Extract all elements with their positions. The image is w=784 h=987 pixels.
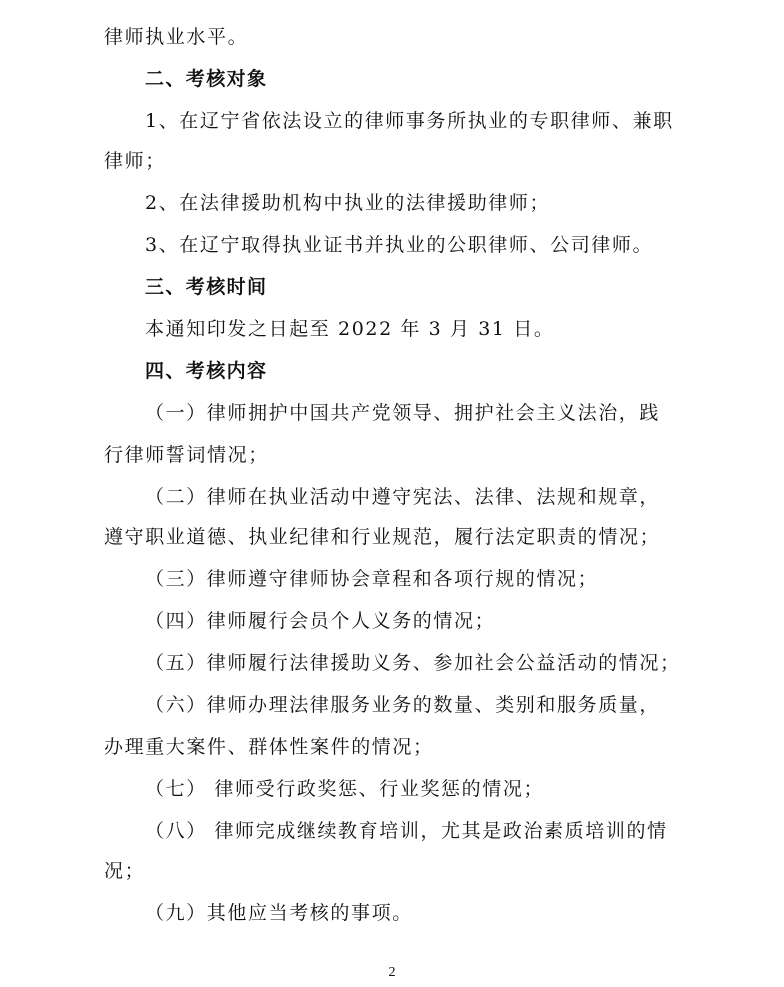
paragraph-line: 律师执业水平。 (104, 26, 249, 48)
section-heading-time: 三、考核时间 (145, 276, 268, 298)
paragraph-line: 律师； (104, 150, 166, 172)
paragraph-line: （一）律师拥护中国共产党领导、拥护社会主义法治，践 (145, 402, 661, 424)
section-heading-targets: 二、考核对象 (145, 68, 268, 90)
paragraph-line: （七） 律师受行政奖惩、行业奖惩的情况； (145, 778, 545, 800)
paragraph-line: 办理重大案件、群体性案件的情况； (104, 736, 434, 758)
paragraph-line: 1、在辽宁省依法设立的律师事务所执业的专职律师、兼职 (145, 110, 674, 132)
paragraph-line: 2、在法律援助机构中执业的法律援助律师； (145, 192, 551, 214)
paragraph-line: （三）律师遵守律师协会章程和各项行规的情况； (145, 568, 599, 590)
page-number: 2 (388, 965, 396, 980)
paragraph-line: 行律师誓词情况； (104, 444, 269, 466)
section-heading-content: 四、考核内容 (145, 360, 268, 382)
paragraph-line: （五）律师履行法律援助义务、参加社会公益活动的情况； (145, 652, 681, 674)
paragraph-line: （八） 律师完成继续教育培训，尤其是政治素质培训的情 (145, 820, 668, 842)
paragraph-line: （二）律师在执业活动中遵守宪法、法律、法规和规章， (145, 486, 661, 508)
paragraph-line: （六）律师办理法律服务业务的数量、类别和服务质量， (145, 694, 661, 716)
paragraph-line: 3、在辽宁取得执业证书并执业的公职律师、公司律师。 (145, 234, 654, 256)
paragraph-line: 况； (104, 860, 146, 882)
paragraph-line: （四）律师履行会员个人义务的情况； (145, 610, 496, 632)
paragraph-line: 遵守职业道德、执业纪律和行业规范，履行法定职责的情况； (104, 526, 661, 548)
paragraph-line: （九）其他应当考核的事项。 (145, 902, 413, 924)
paragraph-line: 本通知印发之日起至 2022 年 3 月 31 日。 (145, 318, 555, 340)
